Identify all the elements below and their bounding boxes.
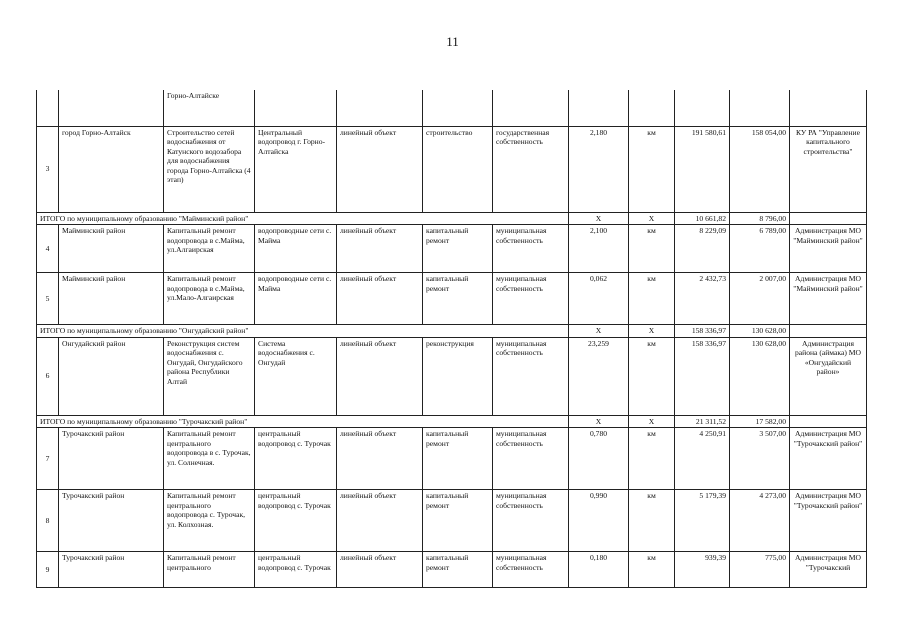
system-cell: Система водоснабжения с. Онгудай [255,337,337,415]
cost-total-cell: 939,39 [675,552,730,588]
customer-cell: КУ РА "Управление капитального строительства" [790,126,867,212]
work-type-cell: капитальный ремонт [423,225,493,273]
ownership-cell: муниципальная собственность [493,337,569,415]
row-number: 3 [37,126,59,212]
customer-cell: Администрация МО "Майминский район" [790,273,867,325]
system-cell: центральный водопровод с. Турочак [255,490,337,552]
table-row [37,337,867,415]
unit-cell: км [629,428,675,490]
cost-budget-cell: 775,00 [730,552,790,588]
customer-cell: Администрация МО "Турочакский район" [790,428,867,490]
table-row-continuation [37,90,867,126]
length-cell: 23,259 [569,337,629,415]
row-number: 8 [37,490,59,552]
cost-total-cell: 191 580,61 [675,126,730,212]
cost-budget-cell: 3 507,00 [730,428,790,490]
object-cell: Капитальный ремонт водопровода в с.Майма, ул.Алгаирская [164,225,255,273]
work-type-cell: строительство [423,126,493,212]
cost-total-cell: 158 336,97 [675,337,730,415]
total-x-cell: X [629,325,675,338]
cost-budget-cell: 2 007,00 [730,273,790,325]
system-cell: центральный водопровод с. Турочак [255,428,337,490]
object-type-cell: линейный объект [337,552,423,588]
cost-budget-cell: 158 054,00 [730,126,790,212]
work-type-cell: капитальный ремонт [423,552,493,588]
ownership-cell: государственная собственность [493,126,569,212]
total-label: ИТОГО по муниципальному образованию "Майминский район" [37,212,569,225]
customer-cell: Администрация МО "Турочакский [790,552,867,588]
ownership-cell: муниципальная собственность [493,273,569,325]
length-cell: 2,100 [569,225,629,273]
length-cell: 0,180 [569,552,629,588]
length-cell: 0,062 [569,273,629,325]
object-type-cell: линейный объект [337,490,423,552]
table-row [37,490,867,552]
length-cell: 0,990 [569,490,629,552]
cost-budget-cell: 130 628,00 [730,337,790,415]
work-type-cell: капитальный ремонт [423,273,493,325]
total-label: ИТОГО по муниципальному образованию "Онгудайский район" [37,325,569,338]
object-cell: Строительство сетей водоснабжения от Катунского водозабора для водоснабжения города Горно-Алтайска (4 этап) [164,126,255,212]
customer-cell: Администрация района (аймака) МО «Онгудайский район» [790,337,867,415]
system-cell: водопроводные сети с. Майма [255,225,337,273]
district-cell: Турочакский район [59,490,164,552]
system-cell: водопроводные сети с. Майма [255,273,337,325]
table-row [37,428,867,490]
unit-cell: км [629,337,675,415]
object-cell: Капитальный ремонт центрального [164,552,255,588]
total-x-cell: X [569,212,629,225]
ownership-cell: муниципальная собственность [493,428,569,490]
object-cell: Капитальный ремонт центрального водопровода с. Турочак, ул. Колхозная. [164,490,255,552]
empty-cell [790,212,867,225]
district-cell: Онгудайский район [59,337,164,415]
object-cell: Реконструкция систем водоснабжения с. Онгудай, Онгудайского района Республики Алтай [164,337,255,415]
customer-cell: Администрация МО "Майминский район" [790,225,867,273]
total-cost-cell: 10 661,82 [675,212,730,225]
page-number: 11 [446,34,459,49]
cost-total-cell: 2 432,73 [675,273,730,325]
total-x-cell: X [569,415,629,428]
table-row [37,225,867,273]
unit-cell: км [629,126,675,212]
table-row-total [37,212,867,225]
length-cell: 0,780 [569,428,629,490]
ownership-cell: муниципальная собственность [493,552,569,588]
district-cell: Турочакский район [59,552,164,588]
row-number: 4 [37,225,59,273]
system-cell: центральный водопровод с. Турочак [255,552,337,588]
ownership-cell: муниципальная собственность [493,225,569,273]
work-type-cell: капитальный ремонт [423,490,493,552]
total-cost-cell: 158 336,97 [675,325,730,338]
unit-cell: км [629,273,675,325]
total-cost-cell: 21 311,52 [675,415,730,428]
district-cell: город Горно-Алтайск [59,126,164,212]
cost-total-cell: 5 179,39 [675,490,730,552]
object-type-cell: линейный объект [337,428,423,490]
object-type-cell: линейный объект [337,337,423,415]
unit-cell: км [629,552,675,588]
district-cell: Турочакский район [59,428,164,490]
total-budget-cell: 8 796,00 [730,212,790,225]
empty-cell [790,415,867,428]
object-type-cell: линейный объект [337,225,423,273]
cost-budget-cell: 6 789,00 [730,225,790,273]
cost-total-cell: 4 250,91 [675,428,730,490]
object-cell: Капитальный ремонт водопровода в с.Майма, ул.Мало-Алгаирская [164,273,255,325]
work-type-cell: реконструкция [423,337,493,415]
table-row-total [37,415,867,428]
length-cell: 2,180 [569,126,629,212]
object-type-cell: линейный объект [337,126,423,212]
cost-total-cell: 8 229,09 [675,225,730,273]
customer-cell: Администрация МО "Турочакский район" [790,490,867,552]
total-x-cell: X [629,415,675,428]
row-number: 5 [37,273,59,325]
row-number: 6 [37,337,59,415]
investment-objects-table [36,90,867,588]
object-type-cell: линейный объект [337,273,423,325]
total-x-cell: X [629,212,675,225]
total-budget-cell: 130 628,00 [730,325,790,338]
work-type-cell: капитальный ремонт [423,428,493,490]
cost-budget-cell: 4 273,00 [730,490,790,552]
total-x-cell: X [569,325,629,338]
ownership-cell: муниципальная собственность [493,490,569,552]
unit-cell: км [629,490,675,552]
unit-cell: км [629,225,675,273]
district-cell: Майминский район [59,273,164,325]
table-row [37,126,867,212]
object-cell: Горно-Алтайске [164,90,255,126]
table-row [37,552,867,588]
total-budget-cell: 17 582,00 [730,415,790,428]
table-row [37,273,867,325]
row-number: 9 [37,552,59,588]
total-label: ИТОГО по муниципальному образованию "Турочакский район" [37,415,569,428]
object-cell: Капитальный ремонт центрального водопровода в с. Турочак, ул. Солнечная. [164,428,255,490]
system-cell: Центральный водопровод г. Горно-Алтайска [255,126,337,212]
empty-cell [790,325,867,338]
table-row-total [37,325,867,338]
row-number: 7 [37,428,59,490]
district-cell: Майминский район [59,225,164,273]
